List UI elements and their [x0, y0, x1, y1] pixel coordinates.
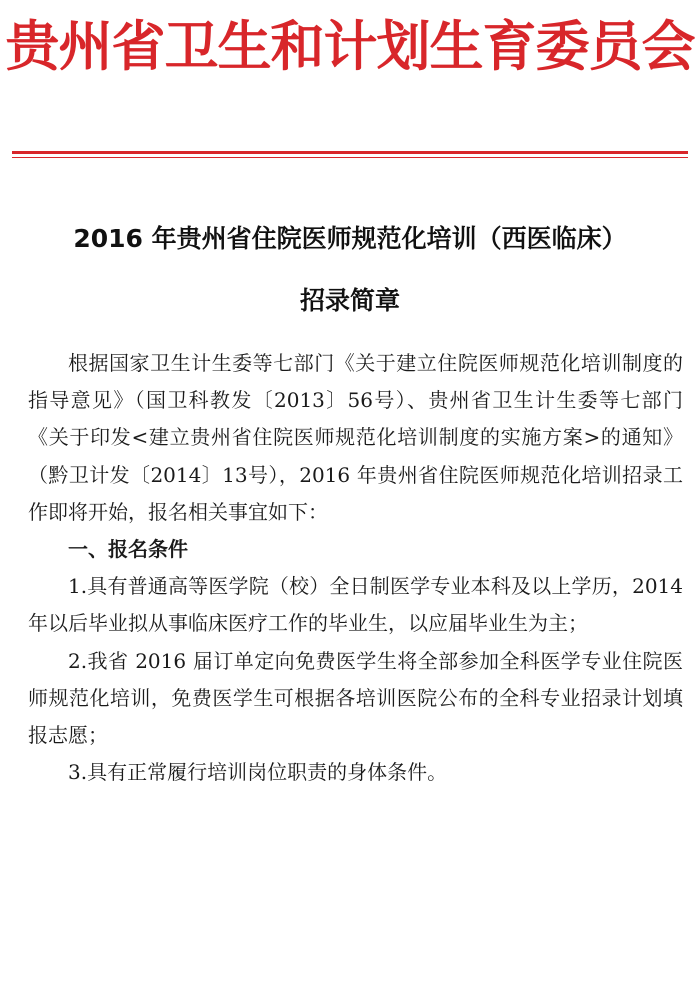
document-body: [28, 345, 683, 791]
eligibility-item: 3.具有正常履行培训岗位职责的身体条件。: [68, 760, 448, 785]
document-title-line-2: 招录简章: [299, 286, 400, 315]
document-title-line-1: 2016 年贵州省住院医师规范化培训（西医临床）: [73, 224, 627, 253]
eligibility-item: 2.我省 2016 届订单定向免费医学生将全部参加全科医学专业住院医师规范化培训，免费医学生可根据各培训医院公布的全科专业招录计划填报志愿；: [28, 648, 683, 748]
letterhead-divider-thin: [12, 157, 688, 158]
section-heading-eligibility: 一、报名条件: [68, 537, 188, 562]
eligibility-item: 1.具有普通高等医学院（校）全日制医学专业本科及以上学历，2014 年以后毕业拟从事临床医疗工作的毕业生，以应届毕业生为主；: [28, 574, 683, 636]
letterhead-title: 贵州省卫生和计划生育委员会: [5, 14, 695, 78]
letterhead-divider-thick: [12, 151, 688, 154]
intro-paragraph: 根据国家卫生计生委等七部门《关于建立住院医师规范化培训制度的指导意见》（国卫科教发〔2013〕56号）、贵州省卫生计生委等七部门《关于印发<建立贵州省住院医师规范化培训制度的实施方案>的通知》（黔卫计发〔2014〕13号），2016 年贵州省住院医师规范化培训招录工作即将开始，报名相关事宜如下：: [28, 351, 683, 524]
